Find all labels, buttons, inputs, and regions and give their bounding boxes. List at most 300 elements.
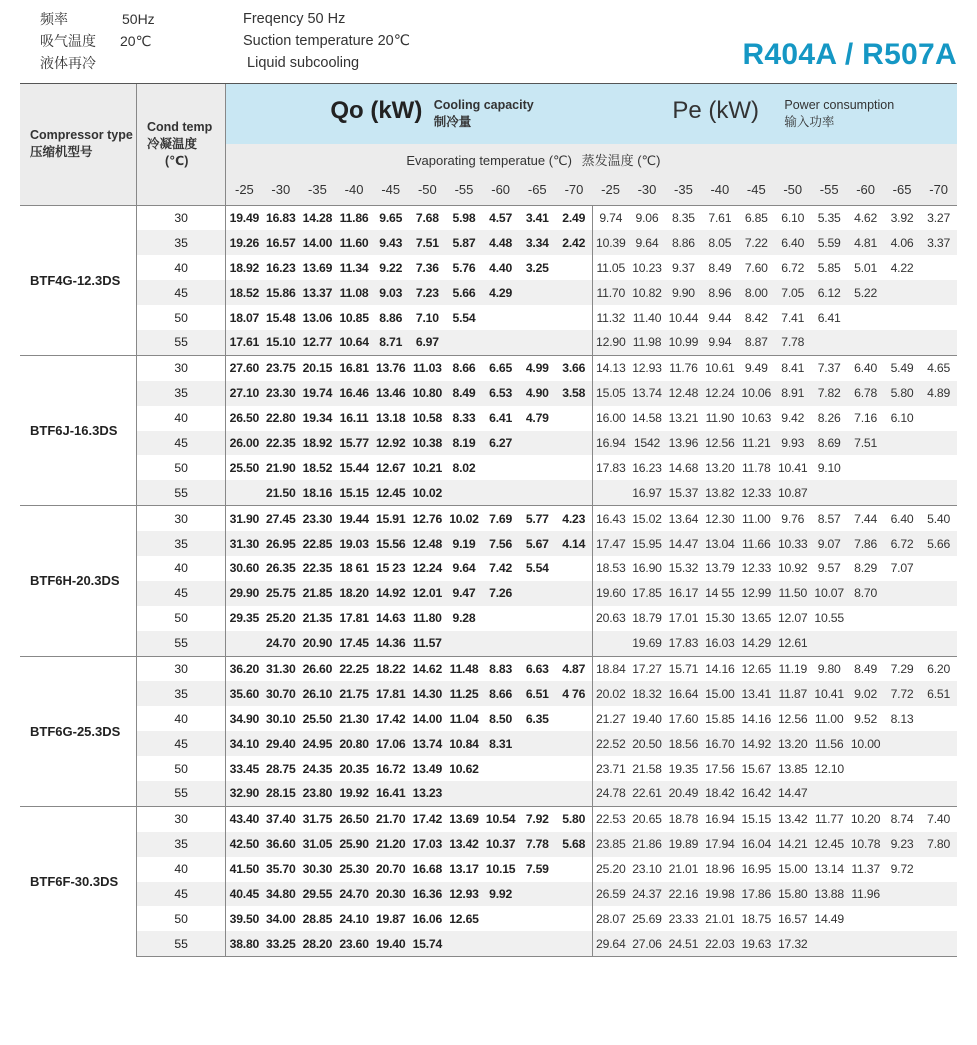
qo-cell: 31.30 [226, 531, 263, 556]
pe-cell: 13.42 [775, 806, 811, 831]
qo-cell [446, 480, 483, 505]
pe-cell [920, 882, 957, 907]
qo-cell: 17.42 [375, 711, 406, 726]
pe-cell: 23.85 [592, 832, 628, 857]
qo-cell: 5.77 [519, 506, 556, 531]
pe-cell: 8.70 [847, 581, 883, 606]
pe-cell: 20.65 [629, 806, 665, 831]
table-row [20, 381, 957, 406]
qo-cell: 14.30 [409, 681, 446, 706]
qo-cell: 26.10 [299, 681, 336, 706]
qo-cell [556, 330, 593, 355]
qo-cell: 10.02 [409, 480, 446, 505]
pe-evap-temp-header: -25 [592, 174, 628, 205]
qo-cell: 3.25 [525, 260, 549, 275]
qo-cell: 14.00 [412, 711, 443, 726]
qo-cell: 6.65 [482, 355, 519, 380]
qo-cell: 16.46 [336, 381, 373, 406]
qo-evap-temp-header: -25 [226, 174, 263, 205]
pe-cell: 15.95 [629, 531, 665, 556]
pe-cell: 14.16 [741, 711, 772, 726]
pe-cell [847, 631, 883, 656]
qo-cell: 19.34 [302, 411, 333, 426]
pe-cell: 9.72 [890, 862, 914, 877]
cond-temp-cell: 45 [136, 581, 225, 606]
pe-cell: 22.16 [665, 882, 701, 907]
qo-cell: 4.90 [519, 381, 556, 406]
qo-cell [519, 431, 556, 456]
pe-cell: 5.66 [920, 531, 957, 556]
table-row [20, 931, 957, 956]
pe-cell: 18.78 [665, 806, 701, 831]
cond-temp-cell: 55 [136, 330, 225, 355]
qo-cell: 26.50 [336, 806, 373, 831]
qo-cell: 34.90 [229, 711, 260, 726]
qo-cell: 17.61 [226, 330, 263, 355]
qo-cell: 14.36 [372, 631, 409, 656]
pe-evap-temp-header: -60 [847, 174, 883, 205]
pe-cell: 19.63 [738, 931, 774, 956]
pe-cell: 5.59 [811, 230, 847, 255]
qo-cell: 21.70 [372, 806, 409, 831]
pe-cell: 8.42 [744, 310, 768, 325]
pe-cell: 13.79 [705, 561, 735, 576]
qo-cell: 13.18 [375, 411, 406, 426]
qo-cell: 20.30 [372, 882, 409, 907]
pe-cell: 12.93 [629, 355, 665, 380]
evaporating-temp-header: Evaporating temperatue (℃) 蒸发温度 (℃) [226, 144, 957, 174]
qo-cell: 9.92 [482, 882, 519, 907]
qo-cell [556, 581, 593, 606]
table-row [20, 305, 957, 330]
pe-cell: 10.55 [814, 611, 844, 626]
compressor-model: BTF4G-12.3DS [20, 205, 136, 355]
cond-temp-cell: 40 [136, 556, 225, 581]
qo-cell: 4.57 [489, 210, 513, 225]
qo-cell: 20.35 [339, 761, 369, 776]
cond-temp-cell: 30 [136, 656, 225, 681]
pe-cell: 20.02 [592, 681, 628, 706]
pe-cell: 11.00 [738, 506, 774, 531]
qo-cell [556, 455, 593, 480]
pe-cell: 15.15 [738, 806, 774, 831]
pe-cell [884, 431, 920, 456]
pe-cell: 16.94 [702, 806, 738, 831]
qo-cell: 11.03 [409, 355, 446, 380]
qo-cell: 4.87 [556, 656, 593, 681]
pe-cell: 9.10 [817, 460, 841, 475]
qo-cell: 7.68 [415, 210, 439, 225]
qo-cell [482, 781, 519, 806]
qo-cell: 10.64 [336, 330, 373, 355]
qo-cell: 15.86 [262, 280, 299, 305]
pe-cell: 13.14 [814, 862, 844, 877]
pe-cell: 7.51 [847, 431, 883, 456]
qo-cell [556, 631, 593, 656]
qo-cell: 7.42 [489, 561, 513, 576]
pe-cell: 13.20 [705, 460, 735, 475]
qo-cell: 17.03 [409, 832, 446, 857]
qo-cell: 7.51 [409, 230, 446, 255]
pe-cell: 12.90 [592, 330, 628, 355]
qo-cell: 20.15 [299, 355, 336, 380]
pe-cell: 5.22 [847, 280, 883, 305]
pe-cell: 9.80 [811, 656, 847, 681]
qo-cell [482, 906, 519, 931]
qo-cell: 23.30 [299, 506, 336, 531]
pe-cell: 17.83 [665, 631, 701, 656]
qo-cell: 7.92 [519, 806, 556, 831]
qo-cell: 34.80 [262, 882, 299, 907]
pe-cell: 27.06 [629, 931, 665, 956]
pe-cell: 6.51 [920, 681, 957, 706]
refrigerant-title: R404A / R507A [742, 38, 957, 71]
pe-cell: 8.74 [884, 806, 920, 831]
pe-cell: 11.98 [629, 330, 665, 355]
pe-cell: 9.74 [592, 205, 628, 230]
qo-evap-temp-header: -65 [519, 174, 556, 205]
pe-cell: 8.13 [890, 711, 914, 726]
qo-cell [482, 931, 519, 956]
pe-cell: 19.69 [629, 631, 665, 656]
pe-cell [920, 305, 957, 330]
qo-cell: 33.25 [262, 931, 299, 956]
pe-cell: 7.61 [708, 210, 732, 225]
qo-cell: 34.00 [266, 911, 296, 926]
qo-cell [556, 305, 593, 330]
pe-cell: 23.33 [668, 911, 699, 926]
qo-cell: 35.60 [226, 681, 263, 706]
qo-cell: 10.84 [446, 731, 483, 756]
pe-cell: 14.58 [632, 411, 662, 426]
cond-temp-cell: 50 [136, 606, 225, 631]
pe-cell: 9.49 [738, 355, 774, 380]
qo-cell [482, 631, 519, 656]
table-row [20, 631, 957, 656]
cond-temp-cell: 30 [136, 355, 225, 380]
qo-cell: 3.41 [525, 210, 549, 225]
pe-cell [884, 731, 920, 756]
pe-cell: 14 55 [702, 581, 738, 606]
pe-cell: 7.60 [744, 260, 768, 275]
qo-cell: 12.45 [372, 480, 409, 505]
qo-cell: 13.69 [302, 260, 333, 275]
pe-cell: 12.07 [777, 611, 808, 626]
qo-cell [556, 906, 593, 931]
cond-temp-cell: 40 [136, 255, 225, 280]
pe-cell: 21.58 [632, 761, 662, 776]
pe-cell: 7.82 [811, 381, 847, 406]
pe-cell: 6.40 [847, 355, 883, 380]
pe-cell: 14.47 [775, 781, 811, 806]
pe-cell: 18.42 [702, 781, 738, 806]
qo-cell: 29.90 [226, 581, 263, 606]
pe-cell [847, 305, 883, 330]
qo-cell: 29.35 [229, 611, 260, 626]
qo-cell [519, 305, 556, 330]
pe-cell: 6.72 [884, 531, 920, 556]
qo-cell: 16.83 [266, 210, 296, 225]
qo-cell: 23.30 [262, 381, 299, 406]
pe-cell [884, 756, 920, 781]
qo-cell: 4.79 [525, 411, 549, 426]
pe-cell: 23.71 [592, 756, 628, 781]
qo-cell: 36.60 [262, 832, 299, 857]
qo-cell: 29.40 [262, 731, 299, 756]
qo-cell: 15.77 [336, 431, 373, 456]
qo-cell: 7.78 [519, 832, 556, 857]
pe-cell: 12.56 [777, 711, 808, 726]
pe-cell: 17.56 [705, 761, 735, 776]
pe-cell: 10.63 [741, 411, 772, 426]
pe-cell: 16.17 [665, 581, 701, 606]
table-row [20, 455, 957, 480]
pe-cell [847, 480, 883, 505]
qo-cell: 11.60 [336, 230, 373, 255]
qo-cell: 7.56 [482, 531, 519, 556]
qo-cell: 26.50 [229, 411, 260, 426]
qo-cell: 8.83 [482, 656, 519, 681]
pe-cell: 14.68 [668, 460, 699, 475]
qo-cell: 14.62 [409, 656, 446, 681]
qo-cell: 18.92 [229, 260, 260, 275]
pe-cell: 11.32 [592, 305, 628, 330]
cond-temp-cell: 35 [136, 832, 225, 857]
spec-suction-en: Suction temperature 20℃ [243, 33, 411, 49]
pe-cell: 6.10 [890, 411, 914, 426]
pe-cell: 11.78 [742, 460, 771, 475]
qo-cell [556, 606, 593, 631]
spec-labels-en [243, 8, 410, 74]
qo-cell [482, 305, 519, 330]
pe-cell: 17.86 [738, 882, 774, 907]
pe-cell: 9.94 [702, 330, 738, 355]
pe-cell: 19.40 [632, 711, 662, 726]
qo-cell: 27.60 [226, 355, 263, 380]
qo-cell: 28.20 [299, 931, 336, 956]
qo-cell: 21.50 [262, 480, 299, 505]
qo-cell: 9.19 [446, 531, 483, 556]
pe-cell [592, 480, 628, 505]
qo-cell [226, 631, 263, 656]
qo-cell: 10.54 [482, 806, 519, 831]
pe-cell: 8.29 [854, 561, 878, 576]
cond-temp-cell: 30 [136, 506, 225, 531]
pe-cell: 9.23 [884, 832, 920, 857]
qo-cell: 18 61 [339, 561, 369, 576]
qo-cell: 8.66 [482, 681, 519, 706]
qo-cell: 28.15 [262, 781, 299, 806]
qo-cell: 25.50 [302, 711, 333, 726]
qo-cell: 6.35 [525, 711, 549, 726]
qo-cell [556, 857, 593, 882]
qo-cell: 2.49 [562, 210, 586, 225]
qo-cell: 10.15 [485, 862, 516, 877]
qo-cell: 13.49 [412, 761, 443, 776]
qo-cell: 9.47 [446, 581, 483, 606]
qo-cell [556, 882, 593, 907]
qo-cell: 42.50 [226, 832, 263, 857]
qo-cell: 9.03 [372, 280, 409, 305]
qo-cell: 16.36 [409, 882, 446, 907]
pe-cell: 12.61 [775, 631, 811, 656]
qo-cell: 7.26 [482, 581, 519, 606]
pe-cell [884, 781, 920, 806]
qo-cell: 4.29 [482, 280, 519, 305]
cond-temp-cell: 40 [136, 406, 225, 431]
qo-cell: 8.50 [489, 711, 513, 726]
qo-cell: 28.85 [302, 911, 333, 926]
pe-cell: 8.49 [708, 260, 732, 275]
pe-cell: 18.32 [629, 681, 665, 706]
pe-cell: 16.03 [702, 631, 738, 656]
pe-cell: 10.33 [775, 531, 811, 556]
pe-cell: 16.04 [738, 832, 774, 857]
spec-subcooling-en: Liquid subcooling [243, 55, 360, 71]
qo-cell: 11.08 [336, 280, 373, 305]
compressor-model: BTF6F-30.3DS [20, 806, 136, 956]
pe-cell: 15.30 [705, 611, 735, 626]
pe-cell: 22.61 [629, 781, 665, 806]
qo-cell: 19.03 [336, 531, 373, 556]
pe-cell: 10.00 [847, 731, 883, 756]
pe-cell: 10.92 [777, 561, 808, 576]
qo-cell: 21.35 [302, 611, 333, 626]
pe-cell [920, 431, 957, 456]
pe-cell: 7.72 [884, 681, 920, 706]
pe-cell: 6.78 [847, 381, 883, 406]
pe-cell: 16.23 [632, 460, 662, 475]
pe-cell: 9.37 [671, 260, 695, 275]
cond-temp-cell: 50 [136, 906, 225, 931]
pe-cell: 16.97 [629, 480, 665, 505]
pe-cell: 14.13 [592, 355, 628, 380]
pe-cell [920, 480, 957, 505]
qo-cell: 25.30 [339, 862, 369, 877]
pe-cell [920, 280, 957, 305]
table-row [20, 431, 957, 456]
pe-cell: 9.52 [854, 711, 878, 726]
pe-cell: 12.45 [811, 832, 847, 857]
qo-evap-temp-header: -45 [372, 174, 409, 205]
qo-cell: 37.40 [262, 806, 299, 831]
pe-cell: 6.85 [744, 210, 768, 225]
table-row [20, 330, 957, 355]
qo-cell: 8.71 [372, 330, 409, 355]
pe-cell [920, 781, 957, 806]
pe-cell: 23.10 [632, 862, 662, 877]
pe-cell: 10.82 [629, 280, 665, 305]
pe-cell: 10.61 [702, 355, 738, 380]
pe-cell: 17.83 [592, 455, 628, 480]
qo-cell: 36.20 [226, 656, 263, 681]
qo-cell: 12.76 [409, 506, 446, 531]
pe-cell [920, 556, 957, 581]
pe-cell [811, 931, 847, 956]
pe-cell: 9.02 [847, 681, 883, 706]
qo-cell: 6.27 [482, 431, 519, 456]
pe-cell [920, 706, 957, 731]
spec-frequency-en: Freqency 50 Hz [243, 11, 346, 27]
qo-cell [482, 756, 519, 781]
pe-cell: 4.22 [890, 260, 914, 275]
qo-cell: 10.02 [446, 506, 483, 531]
qo-cell: 26.00 [226, 431, 263, 456]
pe-cell: 13.96 [665, 431, 701, 456]
qo-cell: 23.75 [262, 355, 299, 380]
pe-cell: 12.65 [738, 656, 774, 681]
qo-cell: 34.10 [226, 731, 263, 756]
qo-cell: 6.41 [489, 411, 513, 426]
qo-cell: 21.20 [372, 832, 409, 857]
pe-cell: 15.05 [592, 381, 628, 406]
table-row [20, 731, 957, 756]
pe-cell [884, 330, 920, 355]
spec-subcooling-cn: 液体再冷 [40, 55, 96, 71]
pe-cell [920, 756, 957, 781]
qo-cell [556, 706, 593, 731]
qo-cell: 22.25 [336, 656, 373, 681]
qo-cell [446, 781, 483, 806]
qo-cell: 22.35 [262, 431, 299, 456]
pe-cell: 8.49 [847, 656, 883, 681]
qo-cell: 13.46 [372, 381, 409, 406]
pe-cell: 14.21 [775, 832, 811, 857]
pe-cell [920, 581, 957, 606]
qo-cell: 16.57 [262, 230, 299, 255]
pe-cell [920, 330, 957, 355]
pe-cell: 13.88 [811, 882, 847, 907]
pe-cell [920, 931, 957, 956]
pe-cell: 15.67 [741, 761, 772, 776]
pe-cell: 18.53 [592, 556, 628, 581]
qo-cell: 17.81 [372, 681, 409, 706]
qo-cell: 35.70 [266, 862, 296, 877]
pe-cell: 24.51 [665, 931, 701, 956]
qo-cell: 19.74 [299, 381, 336, 406]
pe-cell [920, 631, 957, 656]
qo-cell [556, 255, 593, 280]
pe-cell: 16.57 [777, 911, 808, 926]
qo-evap-temp-header: -50 [409, 174, 446, 205]
qo-cell: 13.42 [446, 832, 483, 857]
pe-cell: 14.16 [702, 656, 738, 681]
pe-cell: 10.99 [665, 330, 701, 355]
pe-cell: 4.81 [847, 230, 883, 255]
qo-cell: 26.95 [262, 531, 299, 556]
pe-evap-temp-header: -35 [665, 174, 701, 205]
qo-cell: 30.10 [266, 711, 296, 726]
pe-cell: 10.41 [811, 681, 847, 706]
qo-cell: 24.10 [339, 911, 369, 926]
cond-temp-cell: 40 [136, 857, 225, 882]
qo-cell: 16.11 [339, 411, 369, 426]
pe-cell: 14.47 [665, 531, 701, 556]
qo-cell: 13.76 [372, 355, 409, 380]
pe-cell: 5.80 [884, 381, 920, 406]
qo-cell: 17.81 [339, 611, 369, 626]
qo-cell: 12.77 [299, 330, 336, 355]
pe-cell [847, 756, 883, 781]
qo-header: Qo (kW) Cooling capacity 制冷量 [226, 84, 593, 144]
table-row [20, 406, 957, 431]
pe-cell: 14.29 [738, 631, 774, 656]
pe-cell: 11.37 [851, 862, 880, 877]
qo-cell: 13.06 [302, 310, 333, 325]
qo-cell: 8.02 [452, 460, 476, 475]
qo-evap-temp-header: -55 [446, 174, 483, 205]
pe-cell: 10.23 [632, 260, 662, 275]
